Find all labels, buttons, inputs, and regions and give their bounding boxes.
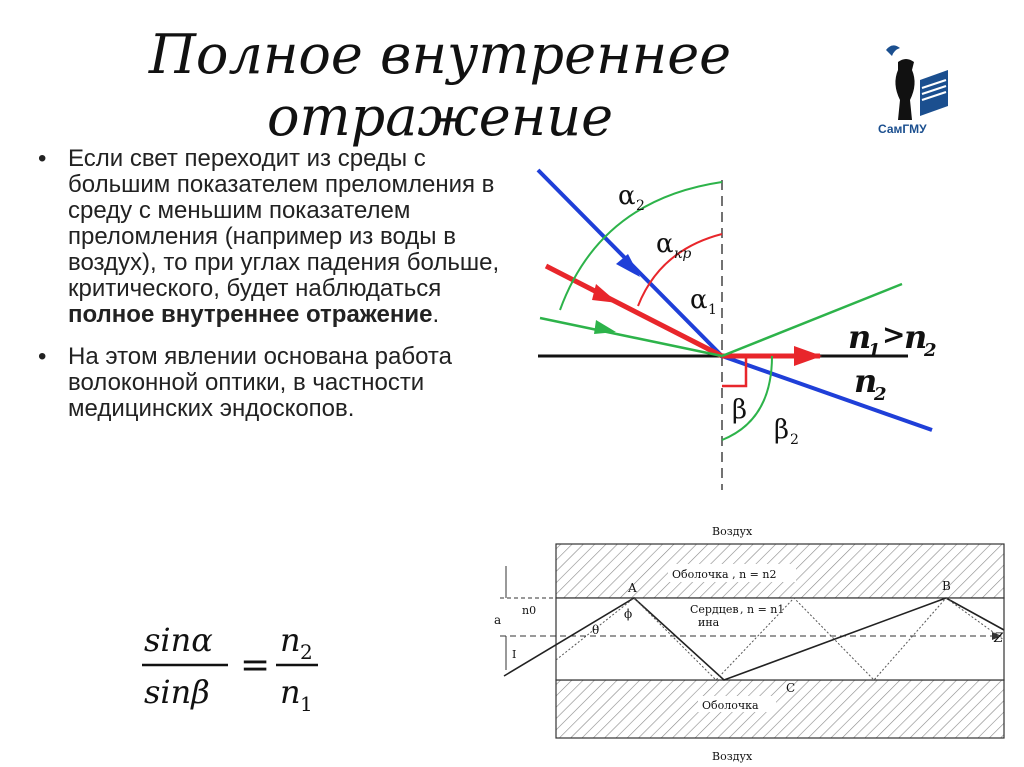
formula-numerator-right-sub: 2 [300, 640, 313, 664]
label-n0: n0 [522, 604, 537, 617]
label-n2: n [904, 318, 928, 356]
label-a: a [494, 613, 502, 627]
logo-flame [886, 45, 900, 56]
core-label-1: Сердцев [690, 603, 739, 616]
page-title-line-1: Полное внутреннее [148, 23, 732, 86]
logo-figure [895, 59, 914, 120]
bullet-fiber-optics [38, 344, 508, 422]
label-theta: θ [592, 623, 600, 637]
label-phi: ϕ [624, 607, 633, 621]
core-n-label: , n = n1 [740, 603, 785, 616]
label-n2-bottom: n [854, 362, 878, 400]
alpha-kr-arc [638, 234, 722, 306]
snell-formula [140, 615, 340, 715]
label-C: C [786, 681, 796, 695]
label-alpha1-sub: 1 [708, 302, 717, 318]
label-B: B [942, 579, 951, 593]
label-n2-bottom-sub: 2 [874, 384, 887, 405]
blue-arrow-icon [616, 254, 640, 277]
label-alpha2: α [618, 181, 636, 211]
air-top-label: Воздух [712, 525, 753, 538]
cladding-top-label: Оболочка , n = n2 [672, 568, 777, 581]
bullet-total-internal-reflection [38, 146, 508, 328]
optical-fiber-diagram [494, 520, 1010, 767]
red-arrow-icon-1 [592, 284, 618, 303]
bullet-1-bold: полное внутреннее отражение [68, 301, 433, 328]
label-alpha2-sub: 2 [636, 198, 645, 214]
bullet-list [38, 146, 508, 422]
label-gt: > [882, 318, 906, 351]
formula-denominator-right-sub: 1 [300, 692, 313, 715]
formula-denominator-left: sinβ [144, 673, 210, 711]
label-beta2-sub: 2 [790, 432, 799, 448]
label-alpha1: α [690, 285, 708, 315]
bullet-1-text: Если свет переходит из среды с большим показателем преломления в среду с меньшим показателем преломления (например из воды в воздух), то при углах падения больше, критического, будет наблюдаться [68, 145, 500, 302]
label-n1: n [848, 318, 872, 356]
page-title-line-2: отражение [266, 85, 614, 148]
refraction-diagram [510, 160, 970, 495]
core-label-2: ина [698, 616, 720, 629]
label-alpha-kr-sub: кр [674, 246, 692, 262]
bullet-1-end: . [432, 301, 440, 328]
z-axis-label: Z [994, 631, 1004, 646]
label-beta2: β [774, 415, 790, 445]
bullet-dot-icon: • [38, 343, 47, 370]
label-n2-sub: 2 [924, 340, 937, 361]
bullet-2-text: На этом явлении основана работа волоконной оптики, в частности медицинских эндоскопов. [68, 343, 452, 422]
cladding-bottom [556, 680, 1004, 738]
green-incident-ray [540, 318, 722, 356]
red-arrow-icon-2 [794, 346, 822, 366]
bullet-dot-icon: • [38, 145, 47, 172]
air-bottom-label: Воздух [712, 750, 753, 763]
label-n1-sub: 1 [868, 340, 881, 361]
green-arrow-icon [594, 320, 616, 334]
formula-numerator-right: n [280, 621, 301, 659]
formula-denominator-right: n [280, 673, 301, 711]
formula-numerator-left: sinα [144, 621, 213, 659]
formula-equals: = [240, 645, 271, 686]
label-beta: β [732, 395, 748, 425]
cladding-bottom-label: Оболочка [702, 699, 759, 712]
label-I: I [512, 648, 517, 661]
label-alpha-kr: α [656, 229, 674, 259]
label-A: A [628, 581, 637, 595]
logo-label: СамГМУ [878, 122, 927, 136]
